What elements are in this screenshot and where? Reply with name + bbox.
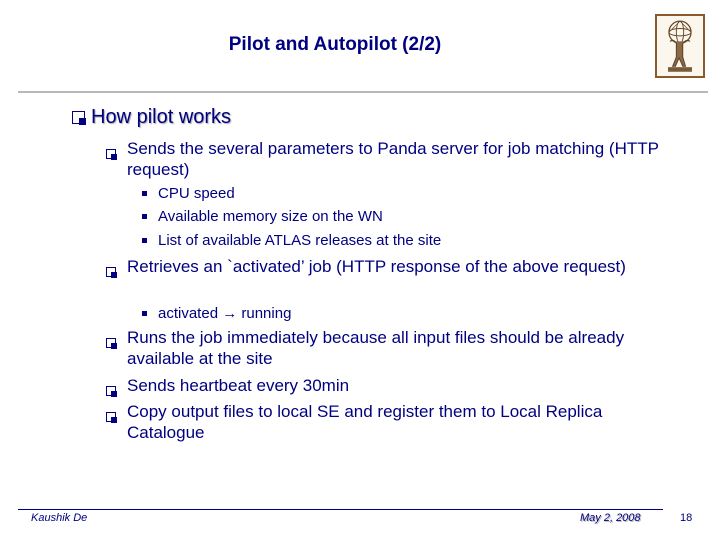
atlas-logo <box>655 14 705 78</box>
bullet-text: Sends heartbeat every 30min <box>127 376 350 395</box>
sub-bullet-text: Available memory size on the WN <box>158 208 383 225</box>
sub-bullet-text: activated → running <box>158 305 292 322</box>
footer-date: May 2, 2008 <box>580 512 641 524</box>
page-number: 18 <box>680 512 693 524</box>
sub-bullet-text: CPU speed <box>158 185 235 202</box>
checkbox-bullet-icon <box>72 111 85 124</box>
atlas-statue-icon <box>657 16 703 76</box>
checkbox-bullet-icon <box>106 412 116 422</box>
footer-divider <box>18 509 663 510</box>
square-bullet-icon <box>142 311 147 316</box>
checkbox-bullet-icon <box>106 267 116 277</box>
square-bullet-icon <box>142 191 147 196</box>
bullet-text: Retrieves an `activated’ job (HTTP response of the above request) <box>127 257 626 276</box>
bullet-text: Copy output files to local SE and register them to Local Replica Catalogue <box>127 402 603 442</box>
footer-author: Kaushik De <box>31 512 88 524</box>
bullet-text: Runs the job immediately because all input files should be already available at the site <box>127 328 625 368</box>
bullet-item <box>106 256 666 282</box>
checkbox-bullet-icon <box>106 386 116 396</box>
bullet-item <box>106 375 666 401</box>
square-bullet-icon <box>142 214 147 219</box>
bullet-item <box>106 138 666 180</box>
section-heading <box>72 106 231 129</box>
bullet-item <box>106 327 666 369</box>
bullet-text: Sends the several parameters to Panda server for job matching (HTTP request) <box>127 139 659 179</box>
sub-bullet-item <box>142 303 662 324</box>
sub-bullet-item <box>142 230 662 251</box>
bullet-item <box>106 401 666 443</box>
sub-bullet-text: List of available ATLAS releases at the site <box>158 232 442 249</box>
square-bullet-icon <box>142 238 147 243</box>
section-heading-text: How pilot works <box>91 106 232 128</box>
sub-bullet-item <box>142 206 662 227</box>
header-divider <box>18 91 708 93</box>
sub-bullet-item <box>142 183 662 204</box>
checkbox-bullet-icon <box>106 338 116 348</box>
checkbox-bullet-icon <box>106 149 116 159</box>
slide-title: Pilot and Autopilot (2/2) <box>228 34 442 55</box>
